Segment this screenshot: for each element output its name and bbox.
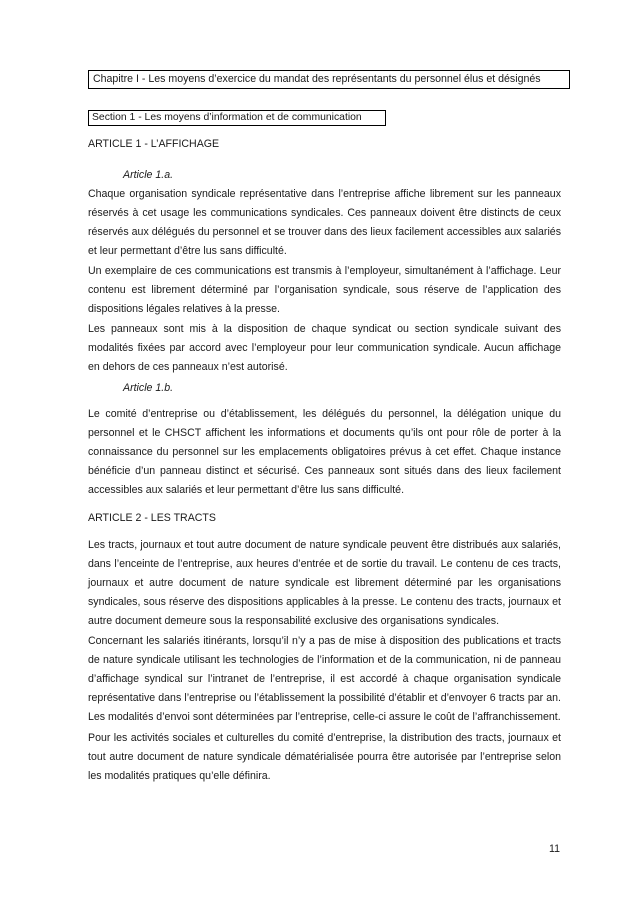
article-1a-paragraph-1: Chaque organisation syndicale représentative dans l’entreprise affiche librement sur les panneaux réservés à cet usage les communications syndicales. Ces panneaux doivent être distincts de ceux réservés aux délégués du personnel et se trouver dans des lieux facilement accessibles aux salariés et leur permettant d’être lus sans difficulté.	[88, 188, 561, 257]
article-1b-paragraph-1: Le comité d’entreprise ou d’établissement, les délégués du personnel, la délégation unique du personnel et le CHSCT affichent les informations et documents qu’ils ont pour rôle de porter à la connaissance du personnel sur les emplacements obligatoires prévus à cet effet. Chaque instance bénéficie d’un panneau distinct et sécurisé. Ces panneaux sont situés dans des lieux facilement accessibles aux salariés et leur permettant d’être lus sans difficulté.	[88, 408, 561, 496]
article-1b-subtitle: Article 1.b.	[123, 382, 174, 394]
article-2-title: ARTICLE 2 - LES TRACTS	[88, 512, 216, 524]
article-2-paragraph-1: Les tracts, journaux et tout autre document de nature syndicale peuvent être distribués aux salariés, dans l’enceinte de l’entreprise, aux heures d’entrée et de sortie du travail. Le contenu de ces tracts, journaux et autre document de nature syndicale est librement déterminé par les organisations syndicales, sous réserve des dispositions applicables à la presse. Le contenu des tracts, journaux et autre document demeure sous la responsabilité exclusive des organisations syndicales.	[88, 539, 561, 627]
section-title: Section 1 - Les moyens d’information et de communication	[88, 110, 386, 126]
article-2-paragraph-3: Pour les activités sociales et culturelles du comité d’entreprise, la distribution des tracts, journaux et tout autre document de nature syndicale dématérialisée pourra être autorisée par l’entreprise selon les modalités pratiques qu’elle définira.	[88, 732, 561, 782]
article-1a-paragraph-3: Les panneaux sont mis à la disposition de chaque syndicat ou section syndicale suivant des modalités fixées par accord avec l’employeur pour leur communication syndicale. Aucun affichage en dehors de ces panneaux n’est autorisé.	[88, 323, 561, 373]
article-1a-subtitle: Article 1.a.	[123, 169, 174, 181]
article-2-paragraph-2: Concernant les salariés itinérants, lorsqu’il n’y a pas de mise à disposition des publications et tracts de nature syndicale utilisant les technologies de l’information et de la communication, ni de panneau d’affichage syndical sur l’intranet de l’entreprise, il est accordé à chaque organisation syndicale représentative dans l’entreprise ou l’établissement la possibilité d’établir et d’envoyer 6 tracts par an. Les modalités d’envoi sont déterminées par l’entreprise, celle-ci assure le coût de l’affranchissement.	[88, 635, 561, 723]
article-1-title: ARTICLE 1 - L’AFFICHAGE	[88, 138, 220, 150]
article-1a-paragraph-2: Un exemplaire de ces communications est transmis à l’employeur, simultanément à l’affichage. Leur contenu est librement déterminé par l’organisation syndicale, sous réserve de l’application des dispositions légales relatives à la presse.	[88, 265, 561, 315]
chapter-title: Chapitre I - Les moyens d’exercice du mandat des représentants du personnel élus et désignés	[88, 70, 570, 89]
page-number: 11	[549, 843, 560, 855]
